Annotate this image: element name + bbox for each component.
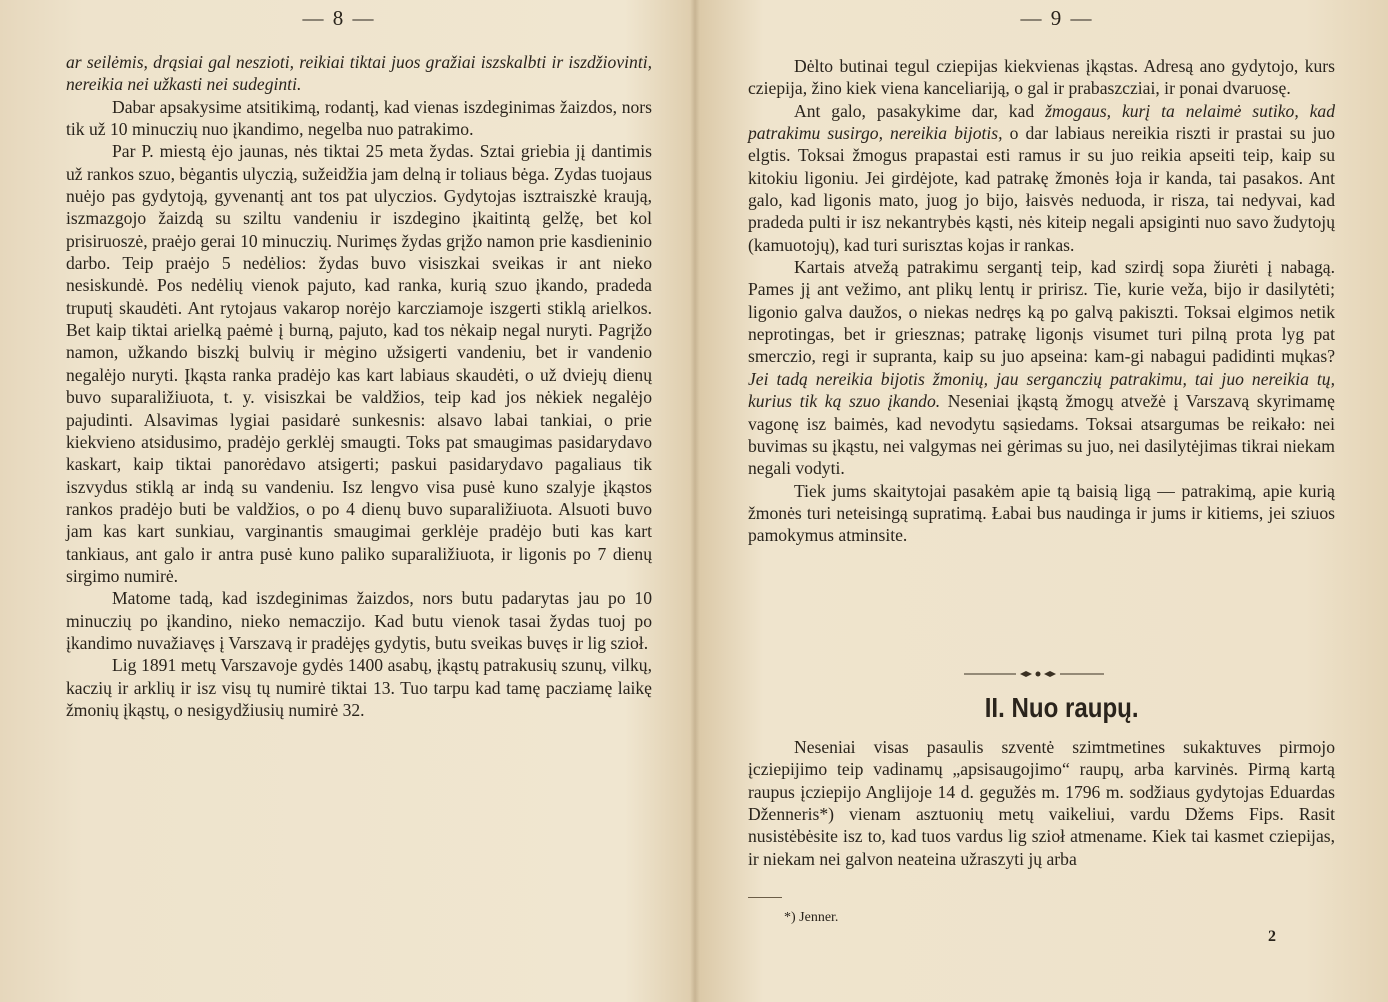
text-run: Neseniai visas pasaulis szventė szimtmetines sukaktuves pirmojo įcziepijimo teip vadinamų „apsisaugojimo“ raupų, arba karvinės. Pirmą kartą raupus įcziepijo Anglijoje 14 d. gegužės m. 1796 m. sodžiaus gydytojas Eduardas Dženneris*) vienam asztuonių metų vaikeliui, vardu Džems Fips. Rasit nusistėbėsite isz to, kad tuos vardus lig szioł atmename. Kiek tai kasmet cziepijas, ir niekam nei galvon neateina užraszyti jų arba (748, 737, 1335, 869)
page-number-left: — 8 — (302, 6, 376, 30)
paragraph (748, 480, 1335, 547)
paragraph (66, 51, 652, 96)
text-run: Dabar apsakysime atsitikimą, rodantį, kad vienas iszdeginimas žaizdos, nors tik už 10 minuczių nuo įkandimo, negelba nuo patrakimo. (66, 96, 652, 140)
paragraph (748, 256, 1335, 479)
paragraph (748, 100, 1335, 256)
paragraph (66, 140, 652, 587)
text-run: Dėlto butinai tegul cziepijas kiekvienas įkąstas. Adresą ano gydytojo, kurs cziepija, žino kiek viena kanceliariją, o gal ir prabaszcziai, ir ponai dvaruosę. (748, 56, 1335, 99)
text-run: Kartais atvežą patrakimu sergantį teip, kad szirdį sopa žiurėti į nabagą. Pames jį ant vežimo, ant plikų lentų ir pririsz. Tie, kurie veža, bijo ir dasilytėti; ligonio galva daužos, o niekas nedręs ką po galvą pakiszti. Toksai elgimos netik neprotingas, bet ir griesznas; patrakę ligonįs visumet turi pilną prota lyg pat smerczio, regi ir supranta, kaip su juo apseina: kam-gi nabagui padidinti mųkas? (748, 257, 1335, 367)
section-divider-ornament (964, 668, 1104, 680)
text-run: Matome tadą, kad iszdeginimas žaizdos, nors butu padarytas jau po 10 minuczių po įkandino, nieko nemaczijo. Kad butu vienok tasai žydas tuoj po įkandimo nuvažiavęs į Varszavą ir pradėjęs gydytis, butu sveikas buvęs ir lig szioł. (66, 588, 652, 653)
paragraph (66, 96, 652, 141)
right-page-body (748, 55, 1335, 547)
italic-text: žmogaus, kurį ta nelaimė sutiko, kad patrakimu susirgo, nereikia bijotis, (748, 100, 1335, 144)
text-run: Ant galo, pasakykime dar, kad (794, 100, 1046, 121)
text-run: Lig 1891 metų Varszavoje gydės 1400 asabų, įkąstų patrakusių szunų, vilkų, kaczių ir arklių ir isz visų tų numirė tiktai 13. Tuo tarpu kad tamę pacziamę laikę žmonių įkąstų, o nesigydžiusių numirė 32. (66, 655, 652, 720)
section-body (748, 736, 1335, 870)
footnote: *) Jenner. (784, 910, 839, 925)
italic-text: ar seilėmis, drąsiai gal neszioti, reikiai tiktai juos gražiai iszskalbti ir iszdžiovinti, nereikia nei užkasti nei sudeginti. (66, 52, 652, 95)
paragraph (748, 736, 1335, 870)
signature-mark: 2 (1268, 928, 1276, 945)
right-page (694, 0, 1388, 1002)
paragraph (66, 654, 652, 721)
paragraph (748, 55, 1335, 100)
paragraph (66, 587, 652, 654)
text-run: Neseniai įkąstą žmogų atvežė į Varszavą skyrimamę vagonę isz baimės, kad nevodytu sąsiedams. Toksai atsargumas be reikało: nei buvimas su įkąstu, nei valgymas nei gėrimas su juo, nei dasilytėjimas tikrai niekam negali vodyti. (748, 391, 1335, 479)
page-number-right: — 9 — (1020, 6, 1094, 30)
text-run: o dar labiaus nereikia riszti ir prastai su juo elgtis. Toksai žmogus prapastai esti ramus ir su juo reikia apseiti teip, kaip su kitokiu ligoniu. Jei girdėjote, kad patrakę žmonės łoja ir kanda, tai pasakos. Ant galo, kad ligonis mato, juog jo bijo, łaisvės neduoda, ir risza, tai nedyvai, kad pradeda pulti ir isz nekantrybės kąsti, nės kiteip negali apsiginti nuo savo žudytojų (kamuotojų), kad turi surisztas kojas ir rankas. (748, 123, 1335, 255)
left-page-body (66, 51, 652, 721)
section-heading: II. Nuo raupų. (984, 692, 1139, 723)
text-run: Tiek jums skaitytojai pasakėm apie tą baisią ligą — patrakimą, apie kurią žmonės turi neteisingą supratimą. Łabai bus naudinga ir jums ir kitiems, jei sziuos pamokymus atminsite. (748, 480, 1335, 546)
italic-text: Jei tadą nereikia bijotis žmonių, jau serganczių patrakimu, tai juo nereikia tų, kurius tik ką szuo įkando. (748, 368, 1335, 412)
text-run: Par P. miestą ėjo jaunas, nės tiktai 25 meta žydas. Sztai griebia jį dantimis už rankos szuo, bėgantis ulyczią, sužeidžia jam delną ir toliaus bėga. Zydas tuojaus nuėjo pas gydytoją, gyvenantį ant tos pat ulyczios. Gydytojas isztraiszkė kraują, iszmazgojo žaizdą su sziltu vandeniu ir iszdegino įkaitintą gelžę, bet kol prisiruoszė, praėjo gerai 10 minuczių. Nurimęs žydas grįžo namon prie kasdieninio darbo. Teip praėjo 5 nedėlios: žydas buvo visiszkai sveikas ir ant nieko nesiskundė. Pos nedėlių vienok pajuto, kad ranka, kurią szuo įkando, pradeda truputį skaudėti. Ant rytojaus vakarop norėjo karcziamoje iszgerti stiklą arielkos. Bet kaip tiktai arielką paėmė į burną, pajuto, kad tos nėkaip negal nuryti. Pagrįžo namon, užkando biszkį bulvių ir mėgino užsigerti vandeniu, bet ir vandenio negalėjo nuryti. Įkąsta ranka pradėjo kas kart labiaus skaudėti, o už dviejų dienų buvo suparaližiuota, t. y. visiszkai be valdžios, teip kad jos nėkiek negalėjo pajudinti. Alsavimas lygiai pasidarė sunkesnis: alsavo labai tankiai, o prie kiekvieno atsidusimo, pradėjo gerklėj smaugti. Toks pat smaugimas pasidarydavo kaskart, kaip tiktai panorėdavo atsigerti; paskui pasidarydavo pagaliaus tik iszvydus stiklą ar indą su vandeniu. Isz lengvo visa pusė kuno szalyje įkąstos rankos pradėjo buti be valdžios, o po 4 dienų buvo suparaližiuota. Alsuoti buvo jam kas kart sunkiau, varginantis smaugimai gerklėje pradėjo buti kas kart tankiaus, ant galo ir antra pusė kuno paliko suparaližiuota, ir ligonis po 7 dienų sirgimo numirė. (66, 141, 652, 586)
footnote-rule (748, 897, 782, 898)
